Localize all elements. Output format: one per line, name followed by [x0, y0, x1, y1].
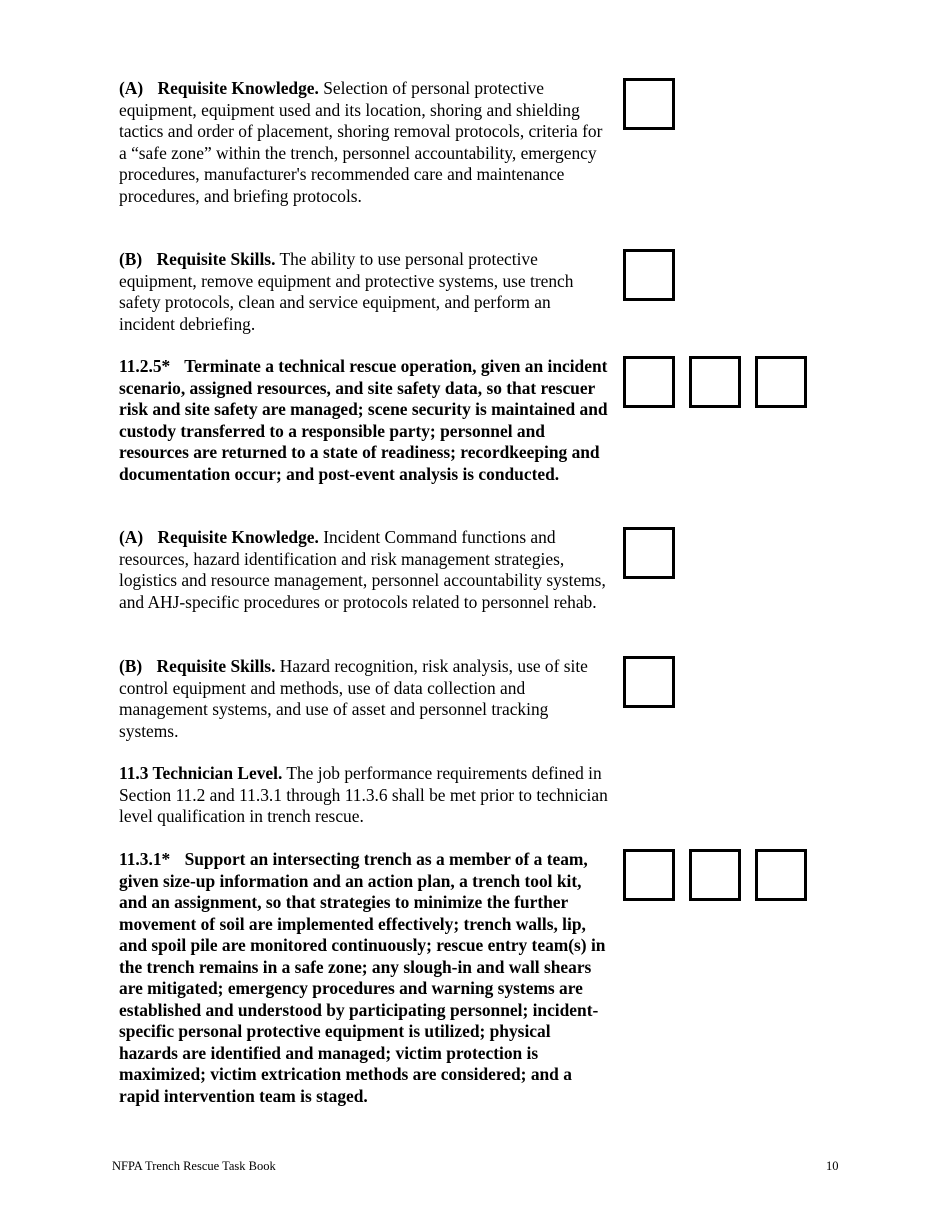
- technician-level-intro: [119, 763, 609, 828]
- section-label: 11.2.5*: [119, 356, 171, 376]
- section-label: (B): [119, 249, 143, 269]
- section-text: Selection of personal protective equipment, equipment used and its location, shoring and shielding tactics and order of placement, shoring removal protocols, criteria for a “safe zone” within the trench, personnel accountability, emergency procedures, manufacturer's recommended care and maintenance procedures, and briefing protocols.: [119, 78, 603, 206]
- section-a-knowledge-1: [119, 78, 609, 207]
- section-label: 11.3.1*: [119, 849, 171, 869]
- section-title: Requisite Skills.: [156, 249, 276, 269]
- signoff-checkbox[interactable]: [689, 849, 741, 901]
- checkbox-group: [623, 249, 675, 301]
- section-text: Support an intersecting trench as a member of a team, given size-up information and an action plan, a trench tool kit, and an assignment, so that strategies to minimize the further movement of soil are implemented effectively; trench walls, lip, and spoil pile are monitored continuously; rescue entry team(s) in the trench remains in a safe zone; any slough-in and wall shears are mitigated; emergency procedures and warning systems are established and understood by participating personnel; incident-specific personal protective equipment is utilized; physical hazards are identified and managed; victim protection is maximized; victim extrication methods are considered; and a rapid intervention team is staged.: [119, 849, 606, 1106]
- jpr-11-3-1: [119, 849, 609, 1107]
- section-label: (A): [119, 78, 144, 98]
- signoff-checkbox[interactable]: [755, 849, 807, 901]
- section-text: The job performance requirements defined in Section 11.2 and 11.3.1 through 11.3.6 shall be met prior to technician level qualification in trench rescue.: [119, 763, 608, 826]
- section-text: Incident Command functions and resources, hazard identification and risk management strategies, logistics and resource management, personnel accountability systems, and AHJ-specific procedures or protocols related to personnel rehab.: [119, 527, 606, 612]
- checkbox-group: [623, 527, 675, 579]
- page-number: 10: [826, 1159, 839, 1173]
- checkbox-group: [623, 78, 675, 130]
- checkbox-group: [623, 849, 807, 901]
- section-text: The ability to use personal protective equipment, remove equipment and protective systems, use trench safety protocols, clean and service equipment, and perform an incident debriefing.: [119, 249, 574, 334]
- section-b-skills-2: [119, 656, 609, 742]
- checkbox-group: [623, 356, 807, 408]
- jpr-11-2-5: [119, 356, 609, 485]
- section-title: Requisite Knowledge.: [157, 527, 319, 547]
- section-b-skills-1: [119, 249, 609, 335]
- signoff-checkbox[interactable]: [689, 356, 741, 408]
- section-label: (A): [119, 527, 144, 547]
- signoff-checkbox[interactable]: [623, 849, 675, 901]
- signoff-checkbox[interactable]: [623, 249, 675, 301]
- signoff-checkbox[interactable]: [623, 78, 675, 130]
- footer-title: NFPA Trench Rescue Task Book: [112, 1159, 276, 1173]
- section-label: (B): [119, 656, 143, 676]
- section-title: 11.3 Technician Level.: [119, 763, 283, 783]
- signoff-checkbox[interactable]: [623, 527, 675, 579]
- signoff-checkbox[interactable]: [623, 356, 675, 408]
- section-text: Terminate a technical rescue operation, given an incident scenario, assigned resources, and site safety data, so that rescuer risk and site safety are managed; scene security is maintained and custody transferred to a responsible party; personnel and resources are returned to a state of readiness; recordkeeping and documentation occur; and post-event analysis is conducted.: [119, 356, 608, 484]
- signoff-checkbox[interactable]: [755, 356, 807, 408]
- section-a-knowledge-2: [119, 527, 609, 613]
- signoff-checkbox[interactable]: [623, 656, 675, 708]
- section-text: Hazard recognition, risk analysis, use of site control equipment and methods, use of data collection and management systems, and use of asset and personnel tracking systems.: [119, 656, 588, 741]
- checkbox-group: [623, 656, 675, 708]
- section-title: Requisite Knowledge.: [157, 78, 319, 98]
- section-title: Requisite Skills.: [156, 656, 276, 676]
